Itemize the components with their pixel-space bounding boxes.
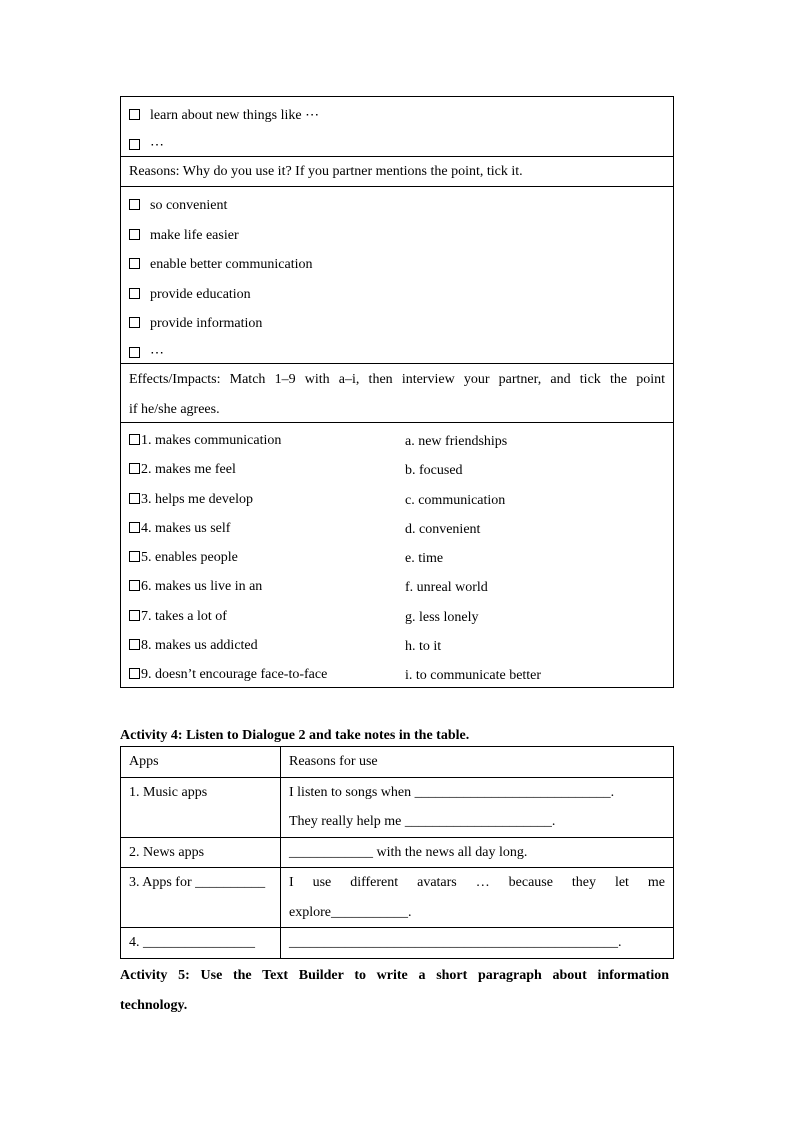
reason-option: provide education bbox=[129, 280, 665, 310]
reason-line: explore___________. bbox=[289, 904, 412, 920]
match-left: 7. takes a lot of bbox=[141, 608, 227, 624]
match-row bbox=[129, 660, 665, 689]
effects-heading-line1: Effects/Impacts: Match 1–9 with a–i, then interview your partner, and tick the point bbox=[129, 372, 665, 387]
reason-line: I listen to songs when ____________________________. bbox=[289, 784, 615, 800]
effects-heading-row bbox=[121, 363, 673, 422]
match-right: i. to communicate better bbox=[405, 668, 542, 684]
reasons-heading: Reasons: Why do you use it? If you partner mentions the point, tick it. bbox=[129, 164, 523, 179]
checkbox[interactable] bbox=[129, 551, 140, 562]
reason-cell[interactable] bbox=[281, 928, 674, 959]
activity3-table bbox=[120, 96, 674, 688]
reason-option: so convenient bbox=[129, 191, 665, 221]
reason-cell[interactable] bbox=[281, 837, 674, 868]
checkbox[interactable] bbox=[129, 639, 140, 650]
match-left: 2. makes me feel bbox=[141, 462, 236, 478]
checkbox[interactable] bbox=[129, 258, 140, 269]
reason-option: provide information bbox=[129, 309, 665, 339]
match-right: h. to it bbox=[405, 639, 442, 655]
checkbox[interactable] bbox=[129, 493, 140, 504]
reason-line: _______________________________________________. bbox=[289, 935, 622, 950]
reasons-section bbox=[121, 186, 673, 363]
match-right: f. unreal world bbox=[405, 580, 488, 596]
table-row bbox=[121, 928, 674, 959]
match-right: d. convenient bbox=[405, 521, 481, 537]
checkbox[interactable] bbox=[129, 317, 140, 328]
reasons-header: Reasons for use bbox=[281, 747, 674, 778]
match-right: g. less lonely bbox=[405, 609, 479, 625]
activity4-table bbox=[120, 746, 674, 959]
reason-cell[interactable] bbox=[281, 777, 674, 837]
reason-option: ⋯ bbox=[129, 339, 665, 369]
checkbox[interactable] bbox=[129, 522, 140, 533]
reason-option: make life easier bbox=[129, 221, 665, 251]
reason-line: ____________ with the news all day long. bbox=[289, 844, 528, 860]
learn-option: learn about new things like ⋯ bbox=[129, 101, 665, 131]
match-left: 3. helps me develop bbox=[141, 491, 253, 507]
reasons-heading-row bbox=[121, 156, 673, 186]
checkbox[interactable] bbox=[129, 288, 140, 299]
learn-option: ⋯ bbox=[129, 131, 665, 161]
match-row bbox=[129, 631, 665, 660]
match-left: 4. makes us self bbox=[141, 520, 231, 536]
match-right: c. communication bbox=[405, 492, 506, 508]
match-row bbox=[129, 543, 665, 572]
app-cell[interactable]: 3. Apps for __________ bbox=[121, 868, 281, 928]
checkbox[interactable] bbox=[129, 580, 140, 591]
match-row bbox=[129, 514, 665, 543]
match-left: 9. doesn’t encourage face-to-face bbox=[141, 667, 328, 683]
apps-header: Apps bbox=[121, 747, 281, 778]
match-right: e. time bbox=[405, 551, 444, 567]
checkbox[interactable] bbox=[129, 463, 140, 474]
match-left: 5. enables people bbox=[141, 550, 238, 566]
app-cell: 2. News apps bbox=[121, 837, 281, 868]
activity5-heading-line1: Activity 5: Use the Text Builder to write a short paragraph about information bbox=[120, 968, 669, 983]
table-row bbox=[121, 777, 674, 837]
reason-cell[interactable] bbox=[281, 868, 674, 928]
match-left: 6. makes us live in an bbox=[141, 579, 263, 595]
match-right: b. focused bbox=[405, 463, 463, 479]
table-row bbox=[121, 868, 674, 928]
match-row bbox=[129, 572, 665, 601]
checkbox[interactable] bbox=[129, 199, 140, 210]
checkbox[interactable] bbox=[129, 139, 140, 150]
checkbox[interactable] bbox=[129, 109, 140, 120]
match-row bbox=[129, 455, 665, 484]
match-right: a. new friendships bbox=[405, 434, 508, 449]
match-left: 8. makes us addicted bbox=[141, 638, 258, 654]
reason-line: They really help me _____________________. bbox=[289, 814, 556, 829]
activity5-heading-line2: technology. bbox=[120, 997, 188, 1013]
activity5-heading bbox=[120, 961, 669, 1020]
app-cell[interactable]: 4. ________________ bbox=[121, 928, 281, 959]
checkbox[interactable] bbox=[129, 434, 140, 445]
learn-section bbox=[121, 97, 673, 156]
match-row bbox=[129, 426, 665, 455]
header-row bbox=[121, 747, 674, 778]
matching-section bbox=[121, 422, 673, 687]
match-row bbox=[129, 485, 665, 514]
match-row bbox=[129, 602, 665, 631]
activity4-heading: Activity 4: Listen to Dialogue 2 and take notes in the table. bbox=[120, 728, 470, 743]
effects-heading-line2: if he/she agrees. bbox=[129, 401, 220, 417]
reason-line: I use different avatars … because they let me bbox=[289, 875, 665, 890]
checkbox[interactable] bbox=[129, 347, 140, 358]
app-cell: 1. Music apps bbox=[121, 777, 281, 837]
checkbox[interactable] bbox=[129, 610, 140, 621]
checkbox[interactable] bbox=[129, 668, 140, 679]
checkbox[interactable] bbox=[129, 229, 140, 240]
match-left: 1. makes communication bbox=[141, 433, 282, 448]
table-row bbox=[121, 837, 674, 868]
reason-option: enable better communication bbox=[129, 250, 665, 280]
